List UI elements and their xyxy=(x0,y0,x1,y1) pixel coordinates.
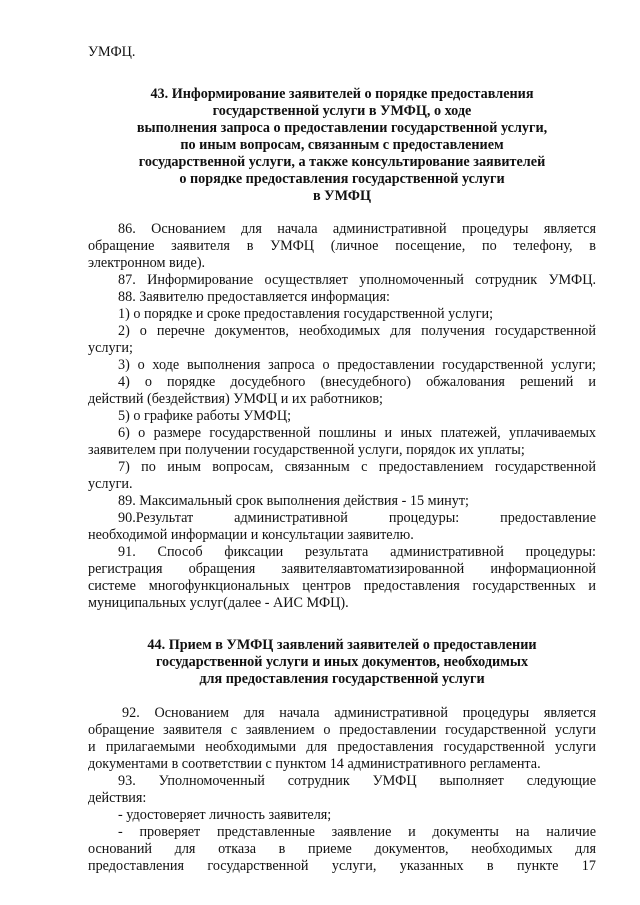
paragraph-line: услуги; xyxy=(88,340,133,356)
paragraph-line: оснований для отказа в приеме документов, необходимых для xyxy=(88,841,596,857)
paragraph-line: 87. Информирование осуществляет уполномоченный сотрудник УМФЦ. xyxy=(118,272,596,288)
list-item: 7) по иным вопросам, связанным с предоставлением государственной xyxy=(118,459,596,475)
paragraph-line: 92. Основанием для начала административной процедуры является xyxy=(122,705,596,721)
list-item: - проверяет представленные заявление и документы на наличие xyxy=(118,824,596,840)
heading-line: для предоставления государственной услуги xyxy=(199,671,485,687)
paragraph-line: предоставления государственной услуги, указанных в пункте 17 xyxy=(88,858,596,874)
paragraph-line: услуги. xyxy=(88,476,133,492)
paragraph-line: системе многофункциональных центров предоставления государственных и xyxy=(88,578,596,594)
heading-line: 44. Прием в УМФЦ заявлений заявителей о предоставлении xyxy=(147,637,537,653)
list-item: 2) о перечне документов, необходимых для получения государственной xyxy=(118,323,596,339)
paragraph-line: 86. Основанием для начала административной процедуры является xyxy=(118,221,596,237)
paragraph-line: электронном виде). xyxy=(88,255,206,271)
paragraph-line: действий (бездействия) УМФЦ и их работников; xyxy=(88,391,383,407)
paragraph-line: 91. Способ фиксации результата административной процедуры: xyxy=(118,544,596,560)
paragraph-line: документами в соответствии с пунктом 14 административного регламента. xyxy=(88,756,541,772)
continuation-text: УМФЦ. xyxy=(88,44,136,60)
list-item: 6) о размере государственной пошлины и иных платежей, уплачиваемых xyxy=(118,425,596,441)
paragraph-line: 90.Результат административной процедуры: предоставление xyxy=(118,510,596,526)
paragraph-line: необходимой информации и консультации заявителю. xyxy=(88,527,414,543)
list-item: - удостоверяет личность заявителя; xyxy=(118,807,332,823)
list-item: 3) о ходе выполнения запроса о предоставлении государственной услуги; xyxy=(118,357,596,373)
heading-line: по иным вопросам, связанным с предоставлением xyxy=(180,137,504,153)
paragraph-line: 88. Заявителю предоставляется информация: xyxy=(118,289,390,305)
heading-line: 43. Информирование заявителей о порядке предоставления xyxy=(150,86,534,102)
list-item: 1) о порядке и сроке предоставления государственной услуги; xyxy=(118,306,494,322)
heading-line: в УМФЦ xyxy=(312,188,372,204)
heading-line: о порядке предоставления государственной услуги xyxy=(179,171,505,187)
list-item: 4) о порядке досудебного (внесудебного) обжалования решений и xyxy=(118,374,596,390)
paragraph-line: обращение заявителя с заявлением о предоставлении государственной услуги xyxy=(88,722,596,738)
heading-line: выполнения запроса о предоставлении государственной услуги, xyxy=(136,120,548,136)
paragraph-line: действия: xyxy=(88,790,147,806)
paragraph-line: 89. Максимальный срок выполнения действия - 15 минут; xyxy=(118,493,469,509)
paragraph-line: 93. Уполномоченный сотрудник УМФЦ выполняет следующие xyxy=(118,773,596,789)
paragraph-line: регистрация обращения заявителяавтоматизированной информационной xyxy=(88,561,596,577)
heading-line: государственной услуги, а также консультирование заявителей xyxy=(138,154,546,170)
paragraph-line: муниципальных услуг(далее - АИС МФЦ). xyxy=(88,595,349,611)
heading-line: государственной услуги и иных документов, необходимых xyxy=(155,654,529,670)
heading-line: государственной услуги в УМФЦ, о ходе xyxy=(212,103,472,119)
paragraph-line: заявителем при получении государственной услуги, порядок их уплаты; xyxy=(88,442,525,458)
list-item: 5) о графике работы УМФЦ; xyxy=(118,408,292,424)
paragraph-line: обращение заявителя в УМФЦ (личное посещение, по телефону, в xyxy=(88,238,596,254)
paragraph-line: и прилагаемыми необходимыми для предоставления государственной услуги xyxy=(88,739,596,755)
